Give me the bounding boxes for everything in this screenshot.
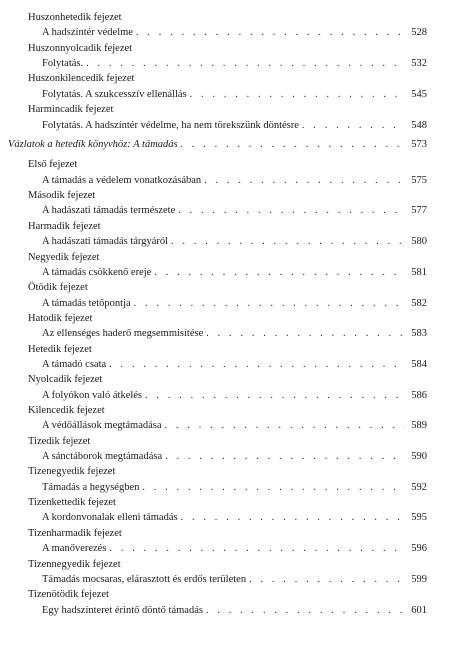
entry-title: A hadászati támadás természete: [42, 205, 176, 217]
toc-chapter-heading: Kilencedik fejezet: [28, 405, 105, 416]
page-number: 590: [411, 451, 427, 462]
toc-chapter-heading: Tizenötödik fejezet: [28, 589, 109, 601]
toc-chapter-heading: Második fejezet: [28, 190, 96, 202]
toc-entry: [42, 87, 427, 102]
toc-entry: [42, 510, 427, 525]
entry-title: A támadás a védelem vonatkozásában: [42, 174, 202, 186]
dot-leader: [165, 449, 405, 464]
entry-title: A kordonvonalak elleni támadás: [42, 512, 178, 524]
toc-entry: [42, 296, 427, 311]
toc-entry: [42, 203, 427, 218]
page-number: 528: [411, 27, 427, 39]
toc-chapter-heading: Tizedik fejezet: [28, 435, 91, 447]
entry-title: A manőverezés: [42, 543, 107, 555]
toc-section-heading: [8, 137, 427, 152]
toc-entry: [42, 603, 427, 618]
toc-chapter-heading: Negyedik fejezet: [28, 251, 100, 263]
toc-entry: [42, 265, 427, 280]
page-number: 573: [411, 139, 427, 151]
page-number: 582: [411, 297, 427, 309]
toc-entry: [42, 388, 427, 403]
toc-entry: [42, 118, 427, 133]
page-number: 595: [411, 512, 427, 524]
page-number: 548: [411, 119, 427, 131]
dot-leader: [109, 357, 405, 372]
toc-chapter-heading: Tizennegyedik fejezet: [28, 558, 121, 570]
toc-entry: [42, 234, 427, 249]
toc-entry: [42, 56, 427, 71]
page-number: 577: [411, 205, 427, 217]
dot-leader: [206, 603, 405, 618]
entry-title: A folyókon való átkelés: [42, 389, 143, 401]
entry-title: Folytatás. A hadszíntér védelme, ha nem törekszünk döntésre: [42, 119, 299, 131]
dot-leader: [165, 418, 405, 433]
dot-leader: [136, 25, 405, 40]
toc-entry: [42, 572, 427, 587]
page-number: 575: [411, 174, 427, 186]
dot-leader: [145, 388, 405, 403]
dot-leader: [249, 572, 405, 587]
page-number: 581: [411, 266, 427, 278]
entry-title: A hadszíntér védelme: [42, 27, 133, 39]
page-number: 532: [411, 58, 427, 69]
toc-chapter-heading: Hatodik fejezet: [28, 312, 93, 324]
dot-leader: [181, 510, 405, 525]
entry-title: Az ellenséges haderő megsemmisítése: [42, 328, 204, 340]
page-number: 599: [411, 573, 427, 585]
dot-leader: [302, 118, 405, 133]
toc-entry: [42, 326, 427, 341]
toc-entry: [42, 357, 427, 372]
toc-entry: [42, 541, 427, 556]
entry-title: A támadás tetőpontja: [42, 297, 131, 309]
entry-title: A sánctáborok megtámadása: [42, 451, 163, 462]
toc-entry: [42, 449, 427, 464]
dot-leader: [206, 326, 405, 341]
page-number: 601: [411, 604, 427, 616]
entry-title: Folytatás.: [42, 58, 84, 69]
entry-title: A támadó csata: [42, 358, 107, 370]
toc-chapter-heading: Huszonkilencedik fejezet: [28, 73, 135, 85]
toc-chapter-heading: Huszonhetedik fejezet: [28, 12, 122, 23]
toc-chapter-heading: Harmadik fejezet: [28, 220, 101, 232]
entry-title: A hadászati támadás tárgyáról: [42, 236, 169, 248]
dot-leader: [178, 203, 405, 218]
toc-chapter-heading: Huszonnyolcadik fejezet: [28, 42, 133, 54]
dot-leader: [109, 541, 405, 556]
page-number: 592: [411, 481, 427, 493]
entry-title: Folytatás. A szukcesszív ellenállás: [42, 88, 187, 100]
dot-leader: [190, 87, 405, 102]
section-title: Vázlatok a hetedik könyvhöz: A támadás: [8, 139, 178, 151]
dot-leader: [142, 480, 405, 495]
toc-entry: [42, 25, 427, 40]
toc-entry: [42, 480, 427, 495]
toc-chapter-heading: Nyolcadik fejezet: [28, 374, 103, 386]
dot-leader: [86, 56, 405, 71]
toc-entry: [42, 173, 427, 188]
dot-leader: [134, 296, 405, 311]
toc-chapter-heading: Első fejezet: [28, 159, 78, 171]
entry-title: A védőállások megtámadása: [42, 420, 162, 432]
entry-title: Támadás a hegységben: [42, 481, 140, 493]
page-number: 580: [411, 236, 427, 248]
toc-chapter-heading: Harmincadik fejezet: [28, 104, 114, 116]
dot-leader: [171, 234, 405, 249]
page-number: 583: [411, 328, 427, 340]
page-number: 586: [411, 389, 427, 401]
toc-chapter-heading: Hetedik fejezet: [28, 343, 92, 355]
toc-chapter-heading: Tizenkettedik fejezet: [28, 497, 116, 509]
page-number: 596: [411, 543, 427, 555]
toc-chapter-heading: Tizenegyedik fejezet: [28, 466, 116, 478]
toc-chapter-heading: Ötödik fejezet: [28, 282, 88, 294]
dot-leader: [181, 137, 405, 152]
dot-leader: [204, 173, 405, 188]
entry-title: Egy hadszínteret érintő döntő támadás: [42, 604, 203, 616]
dot-leader: [154, 265, 405, 280]
page-number: 589: [411, 420, 427, 432]
page-number: 545: [411, 88, 427, 100]
entry-title: Támadás mocsaras, elárasztott és erdős területen: [42, 573, 247, 585]
entry-title: A támadás csökkenő ereje: [42, 266, 152, 278]
toc-chapter-heading: Tizenharmadik fejezet: [28, 527, 122, 539]
toc-entry: [42, 418, 427, 433]
page-number: 584: [411, 358, 427, 370]
